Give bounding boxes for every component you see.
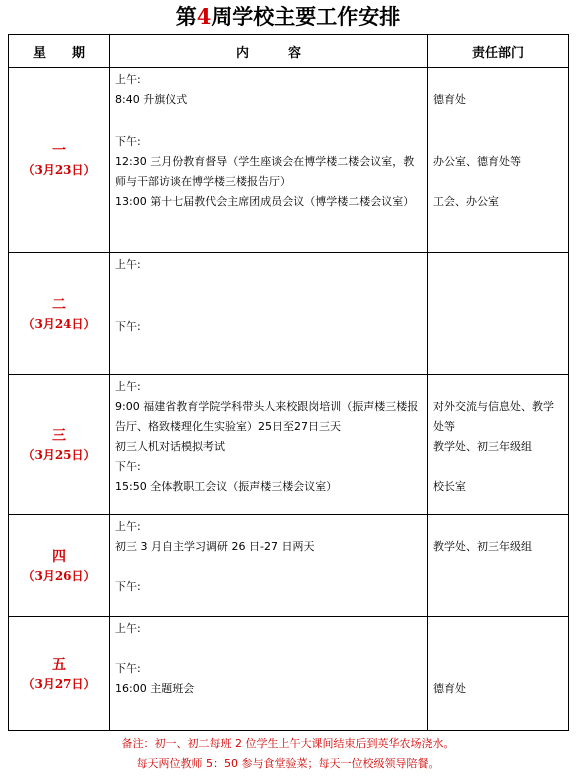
day-cell	[9, 68, 110, 253]
day-date: （3月26日）	[22, 568, 96, 583]
header-day: 星 期	[9, 35, 110, 68]
content-line: 上午:	[115, 520, 141, 533]
content-line: 12:30 三月份教育督导（学生座谈会在博学楼二楼会议室，教师与干部访谈在博学楼三楼报告厅）	[115, 155, 415, 188]
title-prefix: 第	[175, 4, 197, 29]
header-content: 内 容	[110, 35, 428, 68]
dept-cell	[428, 375, 569, 515]
content-line: 9:00 福建省教育学院学科带头人来校跟岗培训（振声楼三楼报告厅、格致楼理化生实验室）25日至27日三天	[115, 400, 419, 433]
title-suffix: 周学校主要工作安排	[211, 4, 401, 29]
dept-line: 德育处	[433, 682, 466, 695]
day-name: 三	[52, 427, 66, 444]
content-line: 上午:	[115, 622, 141, 635]
dept-cell	[428, 617, 569, 731]
schedule-table	[8, 34, 569, 731]
day-date: （3月24日）	[22, 316, 96, 331]
content-cell	[110, 375, 428, 515]
content-cell	[110, 68, 428, 253]
day-cell	[9, 617, 110, 731]
header-row	[9, 35, 569, 68]
content-line: 初三 3 月自主学习调研 26 日-27 日两天	[115, 540, 315, 553]
content-line: 8:40 升旗仪式	[115, 93, 188, 106]
content-cell	[110, 253, 428, 375]
day-row-thursday	[9, 515, 569, 617]
footnote-line: 备注：初一、初二每班 2 位学生上午大课间结束后到英华农场浇水。	[121, 737, 455, 750]
content-line: 上午:	[115, 73, 141, 86]
day-row-tuesday	[9, 253, 569, 375]
content-line: 13:00 第十七届教代会主席团成员会议（博学楼二楼会议室）	[115, 195, 415, 208]
day-cell	[9, 253, 110, 375]
content-line: 下午:	[115, 320, 141, 333]
content-cell	[110, 515, 428, 617]
footnote-line: 每天两位教师 5：50 参与食堂验菜；每天一位校级领导陪餐。	[136, 757, 440, 770]
content-cell	[110, 617, 428, 731]
day-name: 一	[52, 143, 66, 159]
day-name: 二	[52, 296, 66, 313]
day-date: （3月23日）	[22, 163, 96, 177]
content-line: 下午:	[115, 580, 141, 593]
content-line: 下午:	[115, 135, 141, 148]
dept-cell	[428, 253, 569, 375]
dept-line: 教学处、初三年级组	[433, 440, 532, 453]
day-row-wednesday	[9, 375, 569, 515]
content-line: 下午:	[115, 662, 141, 675]
header-dept: 责任部门	[428, 35, 569, 68]
content-line: 16:00 主题班会	[115, 682, 195, 695]
content-line: 初三人机对话模拟考试	[115, 440, 225, 453]
dept-cell	[428, 515, 569, 617]
day-name: 五	[52, 656, 66, 673]
dept-line: 工会、办公室	[433, 195, 499, 208]
day-name: 四	[52, 548, 66, 565]
dept-line: 办公室、德育处等	[433, 155, 521, 168]
dept-line: 对外交流与信息处、教学处等	[433, 400, 554, 433]
content-line: 上午:	[115, 258, 141, 271]
day-cell	[9, 375, 110, 515]
content-line: 下午:	[115, 460, 141, 473]
day-row-monday	[9, 68, 569, 253]
day-date: （3月25日）	[22, 447, 96, 462]
dept-cell	[428, 68, 569, 253]
week-number: 4	[196, 4, 212, 29]
dept-line: 教学处、初三年级组	[433, 540, 532, 553]
dept-line: 校长室	[433, 480, 466, 493]
page-title	[0, 2, 576, 32]
day-date: （3月27日）	[22, 676, 96, 691]
content-line: 15:50 全体教职工会议（振声楼三楼会议室）	[115, 480, 338, 493]
content-line: 上午:	[115, 380, 141, 393]
day-cell	[9, 515, 110, 617]
dept-line: 德育处	[433, 93, 466, 106]
day-row-friday	[9, 617, 569, 731]
